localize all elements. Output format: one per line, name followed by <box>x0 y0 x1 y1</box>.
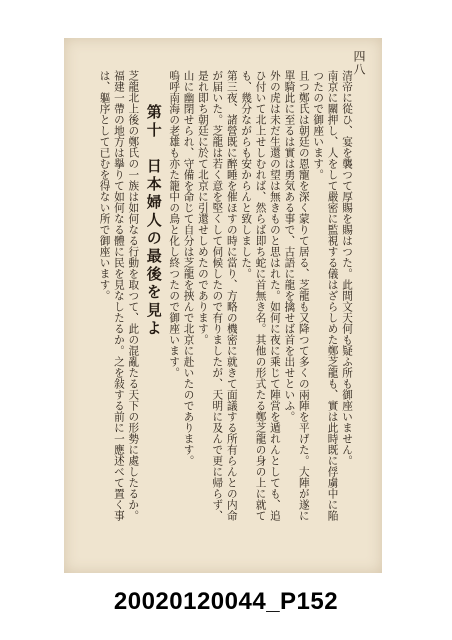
paragraph: 第三夜、諸營既に醉睡を催ほすの時に當り、方略の機密に就きて面議する所有らんとの内命が届いた。芝龍は若く意を堅くして伺候したので有りましたが、天明に及んで更に帰らず、是れ即ち朝廷に於て北京に引還せしめたのであります。 <box>196 70 238 521</box>
paragraph: 芝龍北上後の鄭氏の一族は如何なる行動を取つて、此の混亂たる天下の形勢に處したるか。福建一帶の地方は擧りて如何なる體に民を見なしたるか。之を敍する前に一應述べて置く事は、軀序として已むを得ない所で御座います。 <box>98 70 140 521</box>
page-number: 四八 <box>352 50 366 76</box>
image-caption: 20020120044_P152 <box>113 588 339 615</box>
paragraph: 且つ鄭氏は朝廷の恩寵を深く蒙りて居る、芝龍も又降つて多くの兩陣を平げた。大陣が遂に單騎此に至るは實は勇気ある事で、古語に龍を擒せば首を出せといふ。 <box>283 70 310 521</box>
paragraph: 山に幽閉せられ、守備を命じて自分は芝龍を挾んで北京に赴いたのであります。 <box>182 70 195 466</box>
section-heading: 第十 日本婦人の最後を見よ <box>144 104 163 338</box>
paragraph: 外の虎は未だ生還の望は無きものと思はれた。如何に夜に乘じて陣営を遁れんとしても、追ひ付いて北上せしむれば、然らば即ち蛇に首無き名。其他の形式たる鄭芝龍の身の上に就ても、幾分ながらも安からんと致しました。 <box>240 70 281 521</box>
paragraph: 嗚呼南海の老雄も亦た籠中の鳥と化し終つたので御座います。 <box>168 70 181 378</box>
paragraph: 南京に關押し、人をして嚴密に監視する儀はざらしめた鄭芝龍も、實は此時既に俘虜中に陥つたので御座います。 <box>312 70 339 521</box>
book-page <box>64 38 382 573</box>
paragraph: 清帝に從ひ、宴を襲つて厚賜を賜はつた。此間文天何も疑ふ所も御座いません。 <box>341 70 353 466</box>
vertical-text-body <box>78 70 354 525</box>
